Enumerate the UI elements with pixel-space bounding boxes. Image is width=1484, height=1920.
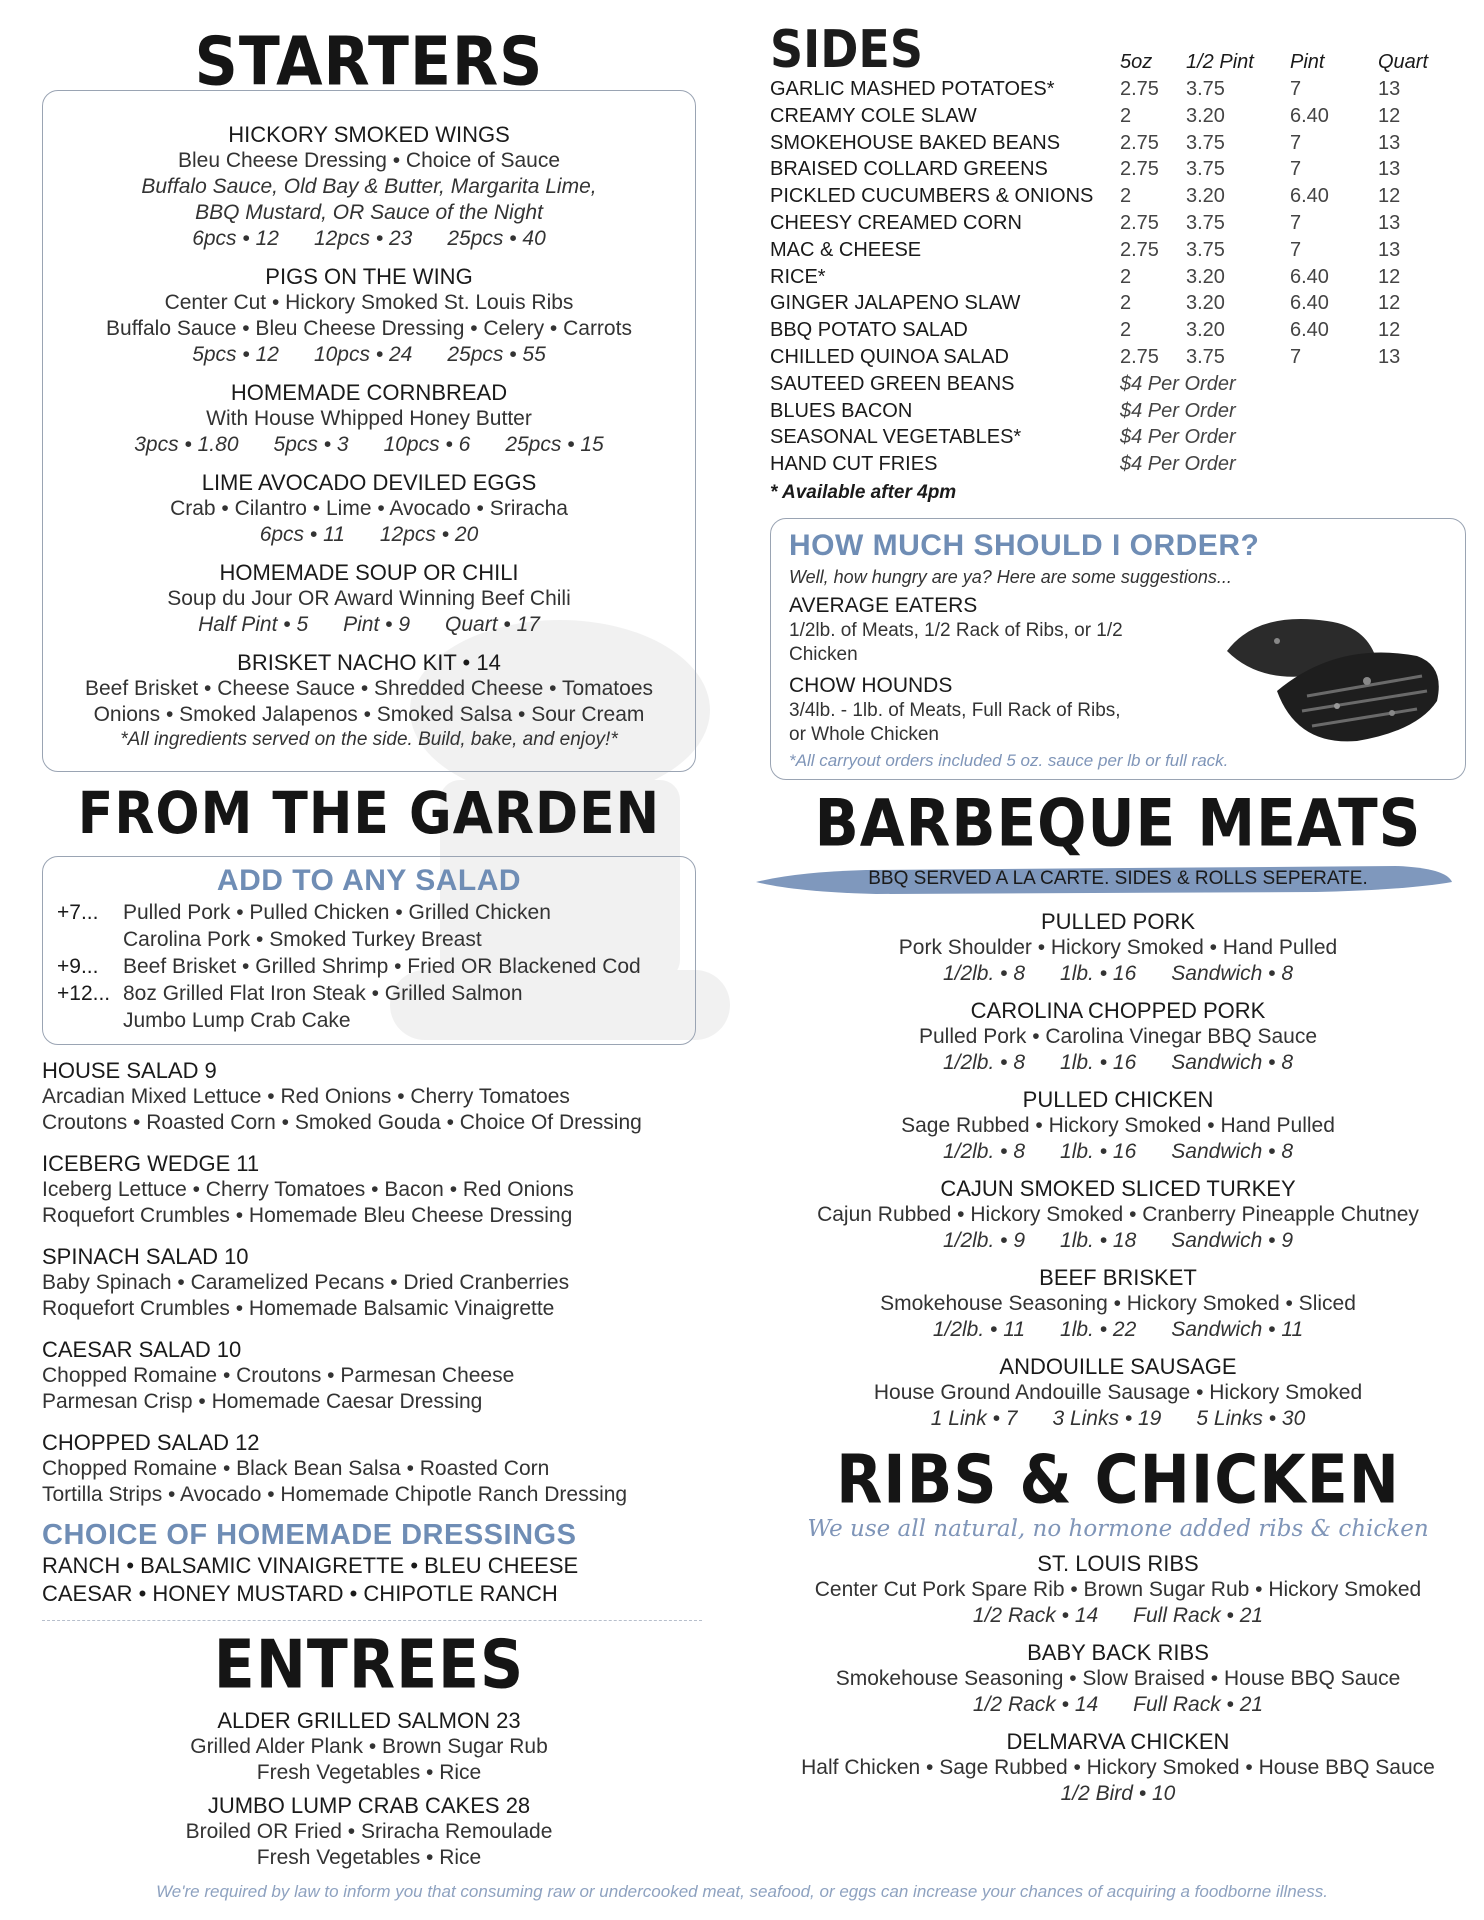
meat-name: ST. LOUIS RIBS (1037, 1550, 1199, 1576)
meat-item (770, 908, 1466, 987)
meat-name: BABY BACK RIBS (1027, 1639, 1209, 1665)
side-price: 2.75 (1120, 238, 1159, 261)
side-price: $4 Per Order (1120, 426, 1236, 449)
side-price: 3.75 (1186, 158, 1225, 181)
salad-name-row (42, 1336, 696, 1363)
meat-name: ANDOUILLE SAUSAGE (999, 1353, 1237, 1379)
side-price: 13 (1378, 211, 1401, 234)
side-row (770, 237, 1466, 264)
side-price: 12 (1378, 185, 1401, 208)
starter-detail: Half Pint • 5 Pint • 9 Quart • 17 (198, 613, 540, 636)
sides-header (770, 18, 1466, 80)
side-row (770, 398, 1466, 425)
meat-item (770, 1728, 1466, 1807)
salad-desc: Croutons • Roasted Corn • Smoked Gouda • Choice Of Dressing (42, 1111, 642, 1134)
left-column (42, 24, 696, 1877)
salad-item (42, 1057, 696, 1136)
side-price: 6.40 (1290, 104, 1329, 127)
addon-price: +9... (57, 955, 99, 978)
ribs-tagline: We use all natural, no hormone added ribs & chicken (807, 1515, 1429, 1542)
right-column (770, 18, 1466, 1817)
order-guide-note: *All carryout orders included 5 oz. sauce per lb or full rack. (789, 750, 1229, 770)
side-price: 7 (1290, 158, 1302, 181)
order-guide-subtitle: Well, how hungry are ya? Here are some suggestions... (789, 566, 1232, 587)
side-name: SMOKEHOUSE BAKED BEANS (770, 131, 1061, 154)
salad-desc: Parmesan Crisp • Homemade Caesar Dressing (42, 1390, 483, 1413)
side-price: 13 (1378, 238, 1401, 261)
addon-options: Jumbo Lump Crab Cake (123, 1009, 351, 1032)
ribs-list (770, 1550, 1466, 1807)
entree-desc: Fresh Vegetables • Rice (256, 1846, 482, 1869)
entree-desc: Grilled Alder Plank • Brown Sugar Rub (190, 1735, 548, 1758)
side-price: 7 (1290, 131, 1302, 154)
side-name: BBQ POTATO SALAD (770, 319, 968, 342)
addons-box (42, 856, 696, 1045)
entree-item (42, 1707, 696, 1786)
order-guide-title: HOW MUCH SHOULD I ORDER? (789, 528, 1260, 562)
side-price: 2.75 (1120, 345, 1159, 368)
order-group-desc: or Whole Chicken (789, 723, 939, 745)
side-row (770, 103, 1466, 130)
side-name: SAUTEED GREEN BEANS (770, 372, 1015, 395)
meat-item (770, 997, 1466, 1076)
order-group-desc: 1/2lb. of Meats, 1/2 Rack of Ribs, or 1/2 Chicken (789, 619, 1123, 665)
meat-item (770, 1086, 1466, 1165)
starter-detail: 5pcs • 12 10pcs • 24 25pcs • 55 (192, 343, 546, 366)
entree-name: ALDER GRILLED SALMON 23 (217, 1708, 521, 1733)
meat-desc: Smokehouse Seasoning • Slow Braised • House BBQ Sauce (835, 1666, 1401, 1690)
dressings-line: RANCH • BALSAMIC VINAIGRETTE • BLEU CHEESE (42, 1553, 579, 1578)
starter-detail: 6pcs • 12 12pcs • 23 25pcs • 40 (192, 227, 546, 250)
starter-detail: 6pcs • 11 12pcs • 20 (259, 523, 479, 546)
starter-item (53, 121, 685, 252)
meat-desc: Smokehouse Seasoning • Hickory Smoked • Sliced (880, 1291, 1356, 1315)
salad-name-row (42, 1429, 696, 1456)
side-price: $4 Per Order (1120, 453, 1236, 476)
side-row (770, 344, 1466, 371)
side-price: 13 (1378, 131, 1401, 154)
entree-desc: Fresh Vegetables • Rice (256, 1761, 482, 1784)
side-price: 7 (1290, 345, 1302, 368)
bbq-title: BARBEQUE MEATS (814, 784, 1422, 862)
starters-box (42, 90, 696, 772)
addons-list (57, 899, 681, 1034)
addon-price: +12... (57, 982, 111, 1005)
order-guide-box (770, 518, 1466, 780)
starter-desc: Bleu Cheese Dressing • Choice of Sauce (177, 149, 561, 172)
salad-item (42, 1336, 696, 1415)
side-row (770, 156, 1466, 183)
side-price: 7 (1290, 78, 1302, 100)
side-price: 6.40 (1290, 319, 1329, 342)
entree-desc: Broiled OR Fried • Sriracha Remoulade (185, 1820, 553, 1843)
salad-price: 10 (216, 1337, 242, 1362)
side-price: 3.75 (1186, 211, 1225, 234)
addon-options: Beef Brisket • Grilled Shrimp • Fried OR Blackened Cod (123, 955, 641, 978)
starter-name: HOMEMADE CORNBREAD (230, 380, 508, 405)
meat-desc: Cajun Rubbed • Hickory Smoked • Cranberry Pineapple Chutney (817, 1202, 1419, 1226)
sides-title: SIDES (770, 18, 923, 80)
side-row (770, 317, 1466, 344)
side-price: 3.75 (1186, 238, 1225, 261)
meat-desc: Half Chicken • Sage Rubbed • Hickory Smoked • House BBQ Sauce (801, 1755, 1435, 1779)
side-name: GARLIC MASHED POTATOES* (770, 78, 1055, 100)
meat-item (770, 1353, 1466, 1432)
addon-options: Carolina Pork • Smoked Turkey Breast (123, 928, 482, 951)
side-name: CHILLED QUINOA SALAD (770, 345, 1009, 368)
starter-name: PIGS ON THE WING (265, 264, 473, 289)
side-row (770, 424, 1466, 451)
salads-list (42, 1057, 696, 1508)
side-price: $4 Per Order (1120, 372, 1236, 395)
side-name: CHEESY CREAMED CORN (770, 211, 1022, 234)
salad-name: SPINACH SALAD (42, 1244, 219, 1269)
order-group-name: AVERAGE EATERS (789, 593, 978, 617)
side-name: GINGER JALAPENO SLAW (770, 292, 1021, 315)
meat-prices: 1/2 Rack • 14 Full Rack • 21 (972, 1603, 1264, 1627)
bbq-banner (770, 860, 1466, 900)
side-price: 6.40 (1290, 265, 1329, 288)
side-price: 3.20 (1186, 265, 1225, 288)
salad-desc: Baby Spinach • Caramelized Pecans • Dried Cranberries (42, 1271, 570, 1294)
side-price: 2.75 (1120, 78, 1159, 100)
side-row (770, 183, 1466, 210)
salad-name: ICEBERG WEDGE (42, 1151, 231, 1176)
salad-name: HOUSE SALAD (42, 1058, 199, 1083)
side-row (770, 290, 1466, 317)
salad-price: 10 (224, 1244, 249, 1269)
side-name: HAND CUT FRIES (770, 453, 938, 476)
starter-detail: BBQ Mustard, OR Sauce of the Night (195, 201, 543, 224)
side-price: 12 (1378, 104, 1401, 127)
side-name: MAC & CHEESE (770, 238, 922, 261)
meat-item (770, 1175, 1466, 1254)
starter-desc: Soup du Jour OR Award Winning Beef Chili (167, 587, 571, 610)
salad-name-row (42, 1150, 696, 1177)
side-row (770, 264, 1466, 291)
addon-row (57, 899, 681, 926)
order-group-desc: 3/4lb. - 1lb. of Meats, Full Rack of Ribs, (789, 699, 1121, 721)
side-name: CREAMY COLE SLAW (770, 104, 977, 127)
side-name: BLUES BACON (770, 399, 913, 422)
meat-name: CAJUN SMOKED SLICED TURKEY (940, 1175, 1296, 1201)
side-price: 13 (1378, 345, 1401, 368)
side-price: 12 (1378, 319, 1401, 342)
meat-prices: 1/2lb. • 11 1lb. • 22 Sandwich • 11 (932, 1317, 1304, 1341)
starter-item (53, 263, 685, 368)
salad-desc: Chopped Romaine • Black Bean Salsa • Roasted Corn (42, 1457, 550, 1480)
side-row (770, 371, 1466, 398)
starter-item (53, 469, 685, 548)
col-pint: Pint (1290, 51, 1325, 73)
starter-detail: *All ingredients served on the side. Build, bake, and enjoy!* (120, 729, 618, 750)
meat-prices: 1/2 Bird • 10 (1060, 1781, 1176, 1805)
starter-item (53, 649, 685, 752)
starter-name: HOMEMADE SOUP OR CHILI (219, 560, 519, 585)
salad-item (42, 1243, 696, 1322)
side-price: 13 (1378, 158, 1401, 181)
sides-list (770, 76, 1466, 478)
starter-desc: Buffalo Sauce • Bleu Cheese Dressing • Celery • Carrots (106, 317, 632, 340)
side-name: SEASONAL VEGETABLES* (770, 426, 1022, 449)
side-price: 2 (1120, 292, 1132, 315)
starter-name: LIME AVOCADO DEVILED EGGS (201, 470, 537, 495)
side-price: 3.20 (1186, 292, 1225, 315)
side-name: BRAISED COLLARD GREENS (770, 158, 1048, 181)
addon-row (57, 980, 681, 1007)
side-price: 2 (1120, 265, 1132, 288)
meat-item (770, 1639, 1466, 1718)
starter-item (53, 559, 685, 638)
salad-desc: Iceberg Lettuce • Cherry Tomatoes • Bacon • Red Onions (42, 1178, 574, 1201)
meat-desc: Center Cut Pork Spare Rib • Brown Sugar Rub • Hickory Smoked (814, 1577, 1422, 1601)
meat-name: PULLED CHICKEN (1022, 1086, 1214, 1112)
side-name: PICKLED CUCUMBERS & ONIONS (770, 185, 1094, 208)
footer-disclaimer: We're required by law to inform you that consuming raw or undercooked meat, seafood, or eggs can increase your chances of acquiring a foodborne illness. (156, 1882, 1328, 1901)
salad-item (42, 1150, 696, 1229)
salad-desc: Chopped Romaine • Croutons • Parmesan Cheese (42, 1364, 515, 1387)
side-name: RICE* (770, 265, 826, 288)
salad-price: 12 (235, 1430, 260, 1455)
meat-prices: 1 Link • 7 3 Links • 19 5 Links • 30 (930, 1406, 1306, 1430)
entree-name: JUMBO LUMP CRAB CAKES 28 (207, 1793, 531, 1818)
col-5oz: 5oz (1120, 51, 1153, 73)
side-price: 2.75 (1120, 131, 1159, 154)
starters-title: STARTERS (194, 22, 544, 102)
addon-price: +7... (57, 901, 99, 924)
col-half-pint: 1/2 Pint (1186, 51, 1254, 73)
addons-title: ADD TO ANY SALAD (216, 864, 522, 897)
side-row (770, 76, 1466, 103)
salad-name: CHOPPED SALAD (42, 1430, 230, 1455)
meat-desc: House Ground Andouille Sausage • Hickory Smoked (873, 1380, 1363, 1404)
bbq-list (770, 908, 1466, 1432)
meat-desc: Pork Shoulder • Hickory Smoked • Hand Pulled (898, 935, 1338, 959)
side-price: 3.75 (1186, 78, 1225, 100)
side-price: 13 (1378, 78, 1401, 100)
entrees-title: ENTREES (213, 1625, 525, 1705)
meat-name: BEEF BRISKET (1039, 1264, 1197, 1290)
side-price: 3.75 (1186, 131, 1225, 154)
side-row (770, 451, 1466, 478)
ribs-title: RIBS & CHICKEN (836, 1440, 1400, 1520)
bbq-banner-text: BBQ SERVED A LA CARTE. SIDES & ROLLS SEPERATE. (868, 867, 1368, 889)
starter-desc: With House Whipped Honey Butter (206, 407, 532, 430)
meat-name: PULLED PORK (1040, 908, 1196, 934)
side-row (770, 130, 1466, 157)
salad-name: CAESAR SALAD (42, 1337, 211, 1362)
starter-detail: Buffalo Sauce, Old Bay & Butter, Margarita Lime, (141, 175, 597, 198)
ribs-photo-icon (1217, 581, 1447, 751)
dressings-line: CAESAR • HONEY MUSTARD • CHIPOTLE RANCH (42, 1581, 558, 1606)
salad-desc: Roquefort Crumbles • Homemade Balsamic Vinaigrette (42, 1297, 555, 1320)
meat-prices: 1/2lb. • 8 1lb. • 16 Sandwich • 8 (942, 1139, 1294, 1163)
meat-prices: 1/2lb. • 9 1lb. • 18 Sandwich • 9 (942, 1228, 1294, 1252)
side-price: 3.75 (1186, 345, 1225, 368)
starter-name: BRISKET NACHO KIT • 14 (237, 650, 501, 675)
salad-desc: Roquefort Crumbles • Homemade Bleu Cheese Dressing (42, 1204, 573, 1227)
side-price: 2.75 (1120, 211, 1159, 234)
salad-price: 9 (204, 1058, 217, 1083)
side-price: 2 (1120, 319, 1132, 342)
side-row (770, 210, 1466, 237)
meat-name: CAROLINA CHOPPED PORK (970, 997, 1266, 1023)
salad-desc: Tortilla Strips • Avocado • Homemade Chipotle Ranch Dressing (42, 1483, 628, 1506)
starter-item (53, 379, 685, 458)
side-price: $4 Per Order (1120, 399, 1236, 422)
side-price: 3.20 (1186, 319, 1225, 342)
salad-desc: Arcadian Mixed Lettuce • Red Onions • Cherry Tomatoes (42, 1085, 570, 1108)
side-price: 2 (1120, 185, 1132, 208)
side-price: 2.75 (1120, 158, 1159, 181)
side-price: 3.20 (1186, 104, 1225, 127)
side-price: 6.40 (1290, 185, 1329, 208)
meat-desc: Pulled Pork • Carolina Vinegar BBQ Sauce (918, 1024, 1317, 1048)
starter-desc: Beef Brisket • Cheese Sauce • Shredded Cheese • Tomatoes (85, 677, 653, 700)
meat-prices: 1/2lb. • 8 1lb. • 16 Sandwich • 8 (942, 1050, 1294, 1074)
starters-list (53, 121, 685, 752)
garden-title: FROM THE GARDEN (77, 780, 661, 848)
salad-item (42, 1429, 696, 1508)
side-price: 7 (1290, 238, 1302, 261)
entree-item (42, 1792, 696, 1871)
starter-desc: Center Cut • Hickory Smoked St. Louis Ribs (164, 291, 574, 314)
starter-desc: Crab • Cilantro • Lime • Avocado • Sriracha (170, 497, 568, 520)
col-quart: Quart (1378, 51, 1429, 73)
addon-options: 8oz Grilled Flat Iron Steak • Grilled Salmon (123, 982, 523, 1005)
sides-column-headers (1120, 51, 1448, 74)
salad-name-row (42, 1057, 696, 1084)
starter-desc: Onions • Smoked Jalapenos • Smoked Salsa • Sour Cream (93, 703, 645, 726)
side-price: 6.40 (1290, 292, 1329, 315)
side-price: 12 (1378, 265, 1401, 288)
meat-desc: Sage Rubbed • Hickory Smoked • Hand Pulled (901, 1113, 1335, 1137)
dressings-title: CHOICE OF HOMEMADE DRESSINGS (42, 1519, 577, 1551)
starter-detail: 3pcs • 1.80 5pcs • 3 10pcs • 6 25pcs • 15 (134, 433, 604, 456)
entrees-list (42, 1707, 696, 1871)
meat-prices: 1/2lb. • 8 1lb. • 16 Sandwich • 8 (942, 961, 1294, 985)
meat-item (770, 1550, 1466, 1629)
salad-name-row (42, 1243, 696, 1270)
starter-name: HICKORY SMOKED WINGS (228, 122, 510, 147)
section-divider (42, 1620, 702, 1621)
side-price: 12 (1378, 292, 1401, 315)
meat-prices: 1/2 Rack • 14 Full Rack • 21 (972, 1692, 1264, 1716)
addon-row (57, 953, 681, 980)
side-price: 2 (1120, 104, 1132, 127)
sides-note: * Available after 4pm (770, 481, 957, 503)
meat-item (770, 1264, 1466, 1343)
side-price: 7 (1290, 211, 1302, 234)
order-group-name: CHOW HOUNDS (789, 673, 953, 697)
addon-options: Pulled Pork • Pulled Chicken • Grilled Chicken (123, 901, 551, 924)
side-price: 3.20 (1186, 185, 1225, 208)
salad-price: 11 (236, 1151, 260, 1176)
meat-name: DELMARVA CHICKEN (1006, 1728, 1230, 1754)
